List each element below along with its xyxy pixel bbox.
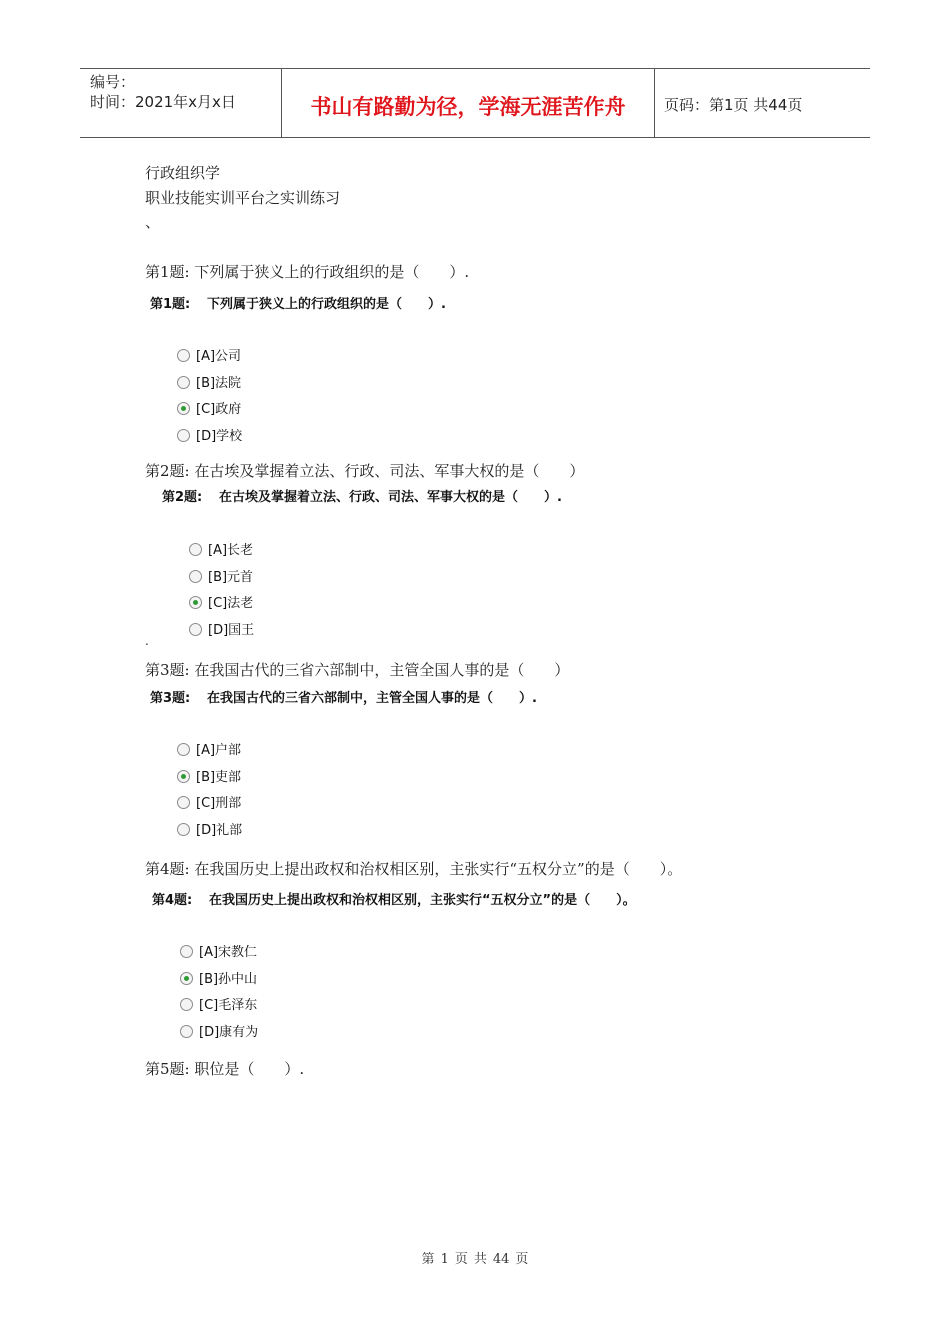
doc-mark: 、: [145, 213, 161, 231]
option-label: [C]毛泽东: [199, 998, 258, 1013]
radio-icon[interactable]: [180, 1025, 193, 1038]
question-4-option-a[interactable]: [180, 941, 257, 959]
option-label: [B]元首: [208, 570, 254, 585]
radio-selected-icon[interactable]: [177, 402, 190, 415]
question-2-option-a[interactable]: [189, 539, 253, 557]
question-2-option-c[interactable]: [189, 592, 253, 610]
question-3-number: 第3题:: [150, 691, 191, 706]
radio-icon[interactable]: [177, 376, 190, 389]
question-2-text: 第2题: 在古埃及掌握着立法、行政、司法、军事大权的是（ ）: [145, 462, 585, 480]
doc-subtitle: 职业技能实训平台之实训练习: [145, 189, 341, 207]
question-2-number: 第2题:: [162, 490, 203, 505]
option-label: [C]刑部: [196, 796, 242, 811]
radio-icon[interactable]: [177, 823, 190, 836]
question-2-sub-text: 在古埃及掌握着立法、行政、司法、军事大权的是（ ）.: [219, 490, 562, 505]
option-label: [B]孙中山: [199, 972, 258, 987]
option-label: [C]法老: [208, 596, 254, 611]
question-1-text: 第1题: 下列属于狭义上的行政组织的是（ ）.: [145, 263, 470, 281]
option-label: [A]公司: [196, 349, 242, 364]
doc-title: 行政组织学: [145, 164, 221, 182]
header-motto-cell: [281, 69, 655, 137]
question-3-screenshot-text: [150, 687, 537, 706]
option-label: [D]礼部: [196, 823, 243, 838]
question-4-screenshot-text: [152, 889, 636, 908]
radio-icon[interactable]: [180, 998, 193, 1011]
question-1-option-b[interactable]: [177, 372, 241, 390]
question-2-option-d[interactable]: [189, 619, 254, 637]
question-3-option-c[interactable]: [177, 792, 241, 810]
footer-gong: 共: [473, 1252, 487, 1267]
header-page-cell: [654, 69, 870, 137]
document-header: [80, 68, 870, 138]
question-1-option-d[interactable]: [177, 425, 242, 443]
question-2-option-b[interactable]: [189, 566, 253, 584]
question-5-text: 第5题: 职位是（ ）.: [145, 1060, 305, 1078]
footer-ye: 页: [454, 1252, 468, 1267]
question-4-option-b[interactable]: [180, 968, 257, 986]
footer-total-pages: 44: [492, 1252, 510, 1267]
question-4-number: 第4题:: [152, 893, 193, 908]
question-3-text: 第3题: 在我国古代的三省六部制中，主管全国人事的是（ ）: [145, 661, 570, 679]
serial-label: 编号：: [90, 73, 136, 91]
header-meta-cell: [80, 69, 280, 137]
option-label: [D]国王: [208, 623, 255, 638]
time-label: 时间：2021年x月x日: [90, 93, 236, 111]
radio-selected-icon[interactable]: [177, 770, 190, 783]
option-label: [D]学校: [196, 429, 243, 444]
question-3-option-a[interactable]: [177, 739, 241, 757]
question-1-option-a[interactable]: [177, 345, 241, 363]
option-label: [C]政府: [196, 402, 242, 417]
page-label: 页码：第1页 共44页: [664, 96, 803, 114]
stray-dot: .: [145, 634, 149, 648]
option-label: [B]法院: [196, 376, 242, 391]
footer-ye2: 页: [515, 1252, 529, 1267]
question-1-number: 第1题:: [150, 297, 191, 312]
question-3-option-b[interactable]: [177, 766, 241, 784]
radio-icon[interactable]: [189, 570, 202, 583]
question-4-text: 第4题: 在我国历史上提出政权和治权相区别，主张实行“五权分立”的是（ ）。: [145, 860, 683, 878]
motto: 书山有路勤为径，学海无涯苦作舟: [310, 95, 626, 119]
question-4-option-d[interactable]: [180, 1021, 258, 1039]
radio-icon[interactable]: [177, 743, 190, 756]
radio-icon[interactable]: [177, 429, 190, 442]
radio-selected-icon[interactable]: [189, 596, 202, 609]
option-label: [A]宋教仁: [199, 945, 258, 960]
question-3-sub-text: 在我国古代的三省六部制中，主管全国人事的是（ ）.: [207, 691, 537, 706]
question-3-option-d[interactable]: [177, 819, 242, 837]
radio-icon[interactable]: [180, 945, 193, 958]
radio-selected-icon[interactable]: [180, 972, 193, 985]
option-label: [A]户部: [196, 743, 242, 758]
question-4-sub-text: 在我国历史上提出政权和治权相区别，主张实行“五权分立”的是（ ）。: [209, 893, 636, 908]
page-footer: [0, 1248, 950, 1267]
question-4-option-c[interactable]: [180, 994, 257, 1012]
radio-icon[interactable]: [189, 543, 202, 556]
radio-icon[interactable]: [177, 349, 190, 362]
footer-page-number: 1: [440, 1252, 449, 1267]
radio-icon[interactable]: [177, 796, 190, 809]
radio-icon[interactable]: [189, 623, 202, 636]
option-label: [B]吏部: [196, 770, 242, 785]
question-1-option-c[interactable]: [177, 398, 241, 416]
question-1-sub-text: 下列属于狭义上的行政组织的是（ ）.: [207, 297, 446, 312]
question-2-screenshot-text: [162, 486, 562, 505]
question-1-screenshot-text: [150, 293, 446, 312]
footer-di: 第: [421, 1252, 435, 1267]
option-label: [A]长老: [208, 543, 254, 558]
option-label: [D]康有为: [199, 1025, 259, 1040]
